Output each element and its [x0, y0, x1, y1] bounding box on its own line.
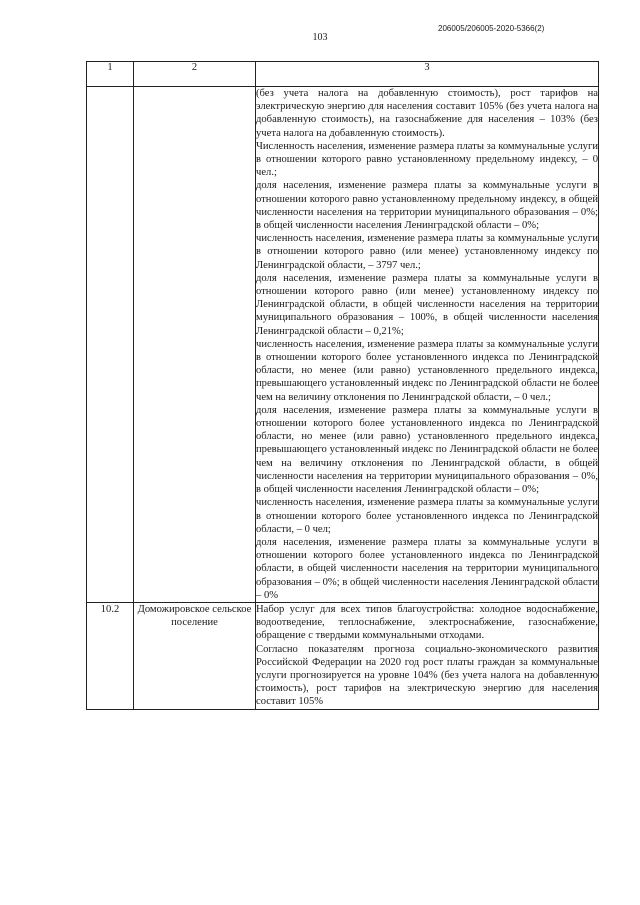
- row-description: [256, 87, 599, 603]
- settlement-name: Доможировское сельское поселение: [134, 602, 256, 709]
- table-row: [87, 602, 599, 709]
- table-row: [87, 87, 599, 603]
- settlement-name: [134, 87, 256, 603]
- paragraph: Набор услуг для всех типов благоустройства: холодное водоснабжение, водоотведение, теплоснабжение, электроснабжение, газоснабжение, обращение с твердыми коммунальными отходами.: [256, 603, 598, 642]
- data-table: [86, 61, 599, 710]
- paragraph: Численность населения, изменение размера платы за коммунальные услуги в отношении которого равно установленному предельному индексу, – 0 чел.;: [256, 140, 598, 179]
- paragraph: (без учета налога на добавленную стоимость), рост тарифов на электрическую энергию для населения составит 105% (без учета налога на добавленную стоимость), на газоснабжение для населения – 103% (без учета налога на добавленную стоимость).: [256, 88, 598, 139]
- paragraph: доля населения, изменение размера платы за коммунальные услуги в отношении которого более установленного индекса по Ленинградской области, но менее (или равно) установленного предельного индекса, превышающего установленный индекс по Ленинградской области не более чем на величину отклонения по Ленинградской области, в общей численности населения на территории муниципального образования – 0%, в общей численности населения Ленинградской области – 0%;: [256, 404, 598, 496]
- table-header-row: [87, 62, 599, 87]
- header-col-3: 3: [256, 62, 599, 87]
- paragraph: численность населения, изменение размера платы за коммунальные услуги в отношении которого более установленного индекса по Ленинградской области, – 0 чел;: [256, 497, 598, 535]
- row-number: [87, 87, 134, 603]
- page-number: 103: [312, 32, 328, 43]
- row-number: 10.2: [87, 602, 134, 709]
- paragraph: численность населения, изменение размера платы за коммунальные услуги в отношении которого более установленного индекса по Ленинградской области, но менее (или равно) установленного предельного индекса, превышающего установленный индекс по Ленинградской области не более чем на величину отклонения по Ленинградской области, – 0 чел.;: [256, 338, 598, 403]
- header-col-1: 1: [87, 62, 134, 87]
- paragraph: доля населения, изменение размера платы за коммунальные услуги в отношении которого более установленного индекса по Ленинградской области, в общей численности населения на территории муниципального образования – 0%; в общей численности населения Ленинградской области – 0%: [256, 536, 598, 601]
- paragraph: численность населения, изменение размера платы за коммунальные услуги в отношении которого равно (или менее) установленному индексу по Ленинградской области, – 3797 чел.;: [256, 233, 598, 271]
- row-description: [256, 602, 599, 709]
- paragraph: Согласно показателям прогноза социально-экономического развития Российской Федерации на 2020 год рост платы граждан за коммунальные услуги прогнозируется на уровне 104% (без учета налога на добавленную стоимость), рост тарифов на электрическую энергию для населения составит 105%: [256, 643, 598, 708]
- paragraph: доля населения, изменение размера платы за коммунальные услуги в отношении которого равно установленному предельному индексу, в общей численности населения на территории муниципального образования – 0%; в общей численности населения Ленинградской области – 0%;: [256, 180, 598, 232]
- header-col-2: 2: [134, 62, 256, 87]
- document-id: 206005/206005-2020-5366(2): [438, 24, 545, 33]
- paragraph: доля населения, изменение размера платы за коммунальные услуги в отношении которого равно (или менее) установленному индексу по Ленинградской области, в общей численности населения на территории муниципального образования – 100%, в общей численности населения Ленинградской области – 0,21%;: [256, 272, 598, 337]
